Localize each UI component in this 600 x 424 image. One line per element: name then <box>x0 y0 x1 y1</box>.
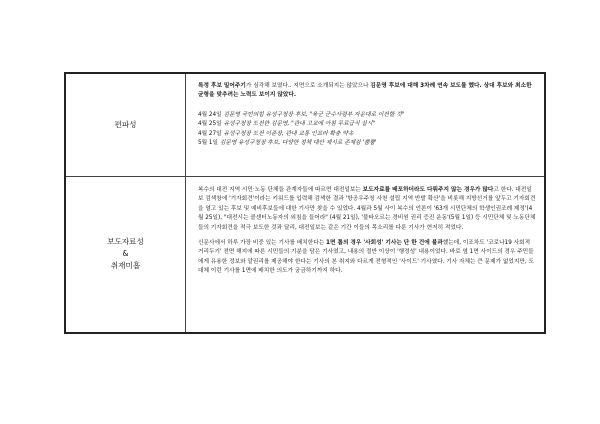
item-date: 5월 1일 <box>198 140 220 147</box>
table-row-bias <box>66 74 544 177</box>
item-date: 4월 27일 <box>198 130 224 137</box>
item-headline: 김문영 국민의힘 유성구청장 후보, "육군 군수사령부 자운대로 이전할 것" <box>223 111 405 118</box>
press-emphasis-2: 1면 톱의 경우 '사회성' 기사는 단 한 건에 불과 <box>326 240 443 247</box>
item-headline: 유성구청장 도전한 김문영, "관내 고교에 아침 무료급식 실시" <box>223 121 376 128</box>
row-content-bias <box>186 74 544 176</box>
press-text-1a: 복수의 대전 지역 시민·노동 단체들 관계자들에 따르면 대전일보는 <box>198 187 363 193</box>
bias-emphasis-1: 특정 후보 밀어주기 <box>198 83 246 89</box>
item-date: 4월 25일 <box>198 121 224 128</box>
item-headline: 김문영 유성구청장 후보, 다양한 정책 대안 제시로 존재감 '뿜뿜' <box>219 140 377 147</box>
row-content-press-release <box>186 176 544 332</box>
bias-emphasis-2: 김문영 후보에 대해 3차례 연속 보도를 했다. 상대 후보와 최소한 균형을 맞추려는 노력도 보이지 않았다. <box>198 83 532 99</box>
row-label-bias <box>66 74 186 176</box>
press-text-1b: 고 한다. 대전일보 검색창에 '기자회견'이라는 키워드를 입력해 검색한 결과 '항공우주청 사천 설립 지역 반발 확산'을 비롯해 지방선거를 앞두고 기자회견을 열고 있는 후보 및 예비후보들에 대한 기사만 찾을 수 있었다. 4월과 5월 사이 복수의 언론이 '63개 시민단체의 학생인권조례 제정'(4월 25일), "대전시는 콜센터노동자의 외침을 들어라" (4월 21일), '불타오르는 경비원 권리 증진 운동'(5월 1일) 등 시민단체 및 노동단체들의 기자회견을 적극 보도한 것과 달리, 대전일보는 같은 기간 이들의 목소리를 다룬 기사가 현저히 적었다. <box>198 187 536 231</box>
list-item <box>198 120 536 129</box>
table-row-press-release <box>66 176 544 332</box>
item-date: 4월 24일 <box>198 111 224 118</box>
row-label-bottom: 취재미흡 <box>110 261 141 270</box>
press-paragraph-1 <box>198 186 536 233</box>
list-item <box>198 111 536 120</box>
press-emphasis-1: 보도자료를 배포하더라도 다뤄주지 않는 경우가 많다 <box>362 187 494 193</box>
bias-paragraph <box>198 82 536 101</box>
list-item <box>198 130 536 139</box>
press-text-2b: 했는데, 이조차도 '코로나19 사회적 거리두기' 전면 해지에 따른 시민들의 기분을 담은 기사였고, 내용의 절반 이상이 '행정성' 내용이었다. 바로 옆 1면 사이드의 경우 주민들에게 유용한 정보와 알권리를 제공해야 한다는 기사의 본 취지와 다르게 전형적인 '사이드' 기사였다. 기사 자체는 큰 문제가 없었지만, 도대체 이런 기사를 1면에 배치한 의도가 궁금하기까지 하다. <box>198 240 534 275</box>
row-label-press-release <box>66 176 186 332</box>
item-headline: 유성구청장 도전 이준장, 관내 교통 인프라 확충 약속 <box>223 130 354 137</box>
bias-text: 가 심각해 보였다.. 지면으로 소개되지는 않았으나 <box>245 83 371 89</box>
press-text-2a: 신문사에서 하루 가장 비중 있는 기사를 배치한다는 <box>198 240 327 247</box>
list-item <box>198 139 536 148</box>
row-label-text: 편파성 <box>114 120 137 129</box>
row-label-top: 보도자료성 <box>107 237 144 246</box>
review-table <box>64 72 546 334</box>
row-label-amp: & <box>122 249 129 258</box>
press-paragraph-2 <box>198 239 536 277</box>
